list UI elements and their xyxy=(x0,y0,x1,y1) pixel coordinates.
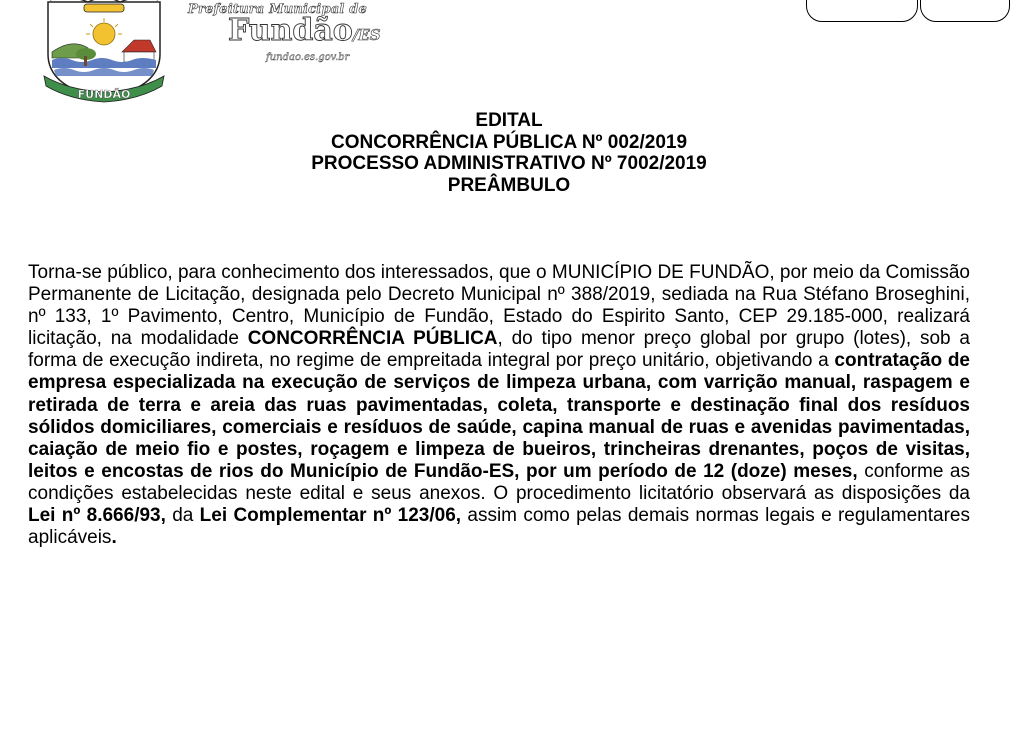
brand-line-2 xyxy=(228,13,381,48)
document-title-block xyxy=(0,110,1018,196)
preamble-text-4: da xyxy=(165,505,200,527)
preamble-text-5: assim como pelas demais normas legais e regulamentares aplicáveis xyxy=(28,505,970,549)
preamble-bold-4: Lei Complementar nº 123/06, xyxy=(199,505,462,527)
brand-website: fundao.es.gov.br xyxy=(266,52,350,63)
document-header xyxy=(0,0,1018,110)
brand-line-1: Prefeitura Municipal de xyxy=(188,2,367,17)
preamble-paragraph xyxy=(28,262,970,549)
title-preambulo: PREÂMBULO xyxy=(447,174,571,196)
municipality-brand xyxy=(188,0,388,70)
title-edital: EDITAL xyxy=(475,110,543,131)
title-concorrencia: CONCORRÊNCIA PÚBLICA Nº 002/2019 xyxy=(330,131,688,153)
preamble-bold-2: contratação de empresa especializada na execução de serviços de limpeza urbana, com varrição manual, raspagem e retirada de terra e areia das ruas pavimentadas, coleta, transporte e destinação final dos resíduos sólidos domiciliares, comerciais e resíduos de saúde, capina manual de ruas e avenidas pavimentadas, caiação de meio fio e postes, roçagem e limpeza de bueiros, trincheiras drenantes, poços de visitas, leitos e encostas de rios do Município de Fundão-ES, por um período de 12 (doze) meses, xyxy=(28,350,970,482)
crest-banner-text: FUNDÃO xyxy=(77,88,131,101)
preamble-text-1: Torna-se público, para conhecimento dos interessados, que o MUNICÍPIO DE FUNDÃO, por meio da Comissão Permanente de Licitação, designada pelo Decreto Municipal nº 388/2019, sediada na Rua Stéfano Broseghini, nº 133, 1º Pavimento, Centro, Município de Fundão, Estado do Espirito Santo, CEP 29.185-000, realizará licitação, na modalidade xyxy=(28,262,970,350)
brand-state-suffix: /ES xyxy=(352,26,381,44)
preamble-text-3: conforme as condições estabelecidas neste edital e seus anexos. O procedimento licitatório observará as disposições da xyxy=(28,460,970,504)
preamble-bold-5: . xyxy=(111,527,117,549)
page-stamp-box-left xyxy=(806,0,918,22)
page-stamp-box-right xyxy=(920,0,1010,22)
title-processo: PROCESSO ADMINISTRATIVO Nº 7002/2019 xyxy=(311,153,707,174)
brand-city-name: Fundão xyxy=(228,13,353,48)
preamble-text-2: , do tipo menor preço global por grupo (lotes), sob a forma de execução indireta, no regime de empreitada integral por preço unitário, objetivando a xyxy=(28,328,970,372)
preamble-bold-3: Lei nº 8.666/93, xyxy=(28,505,166,527)
municipal-coat-of-arms-icon xyxy=(28,0,180,104)
preamble-bold-1: CONCORRÊNCIA PÚBLICA xyxy=(247,328,498,350)
